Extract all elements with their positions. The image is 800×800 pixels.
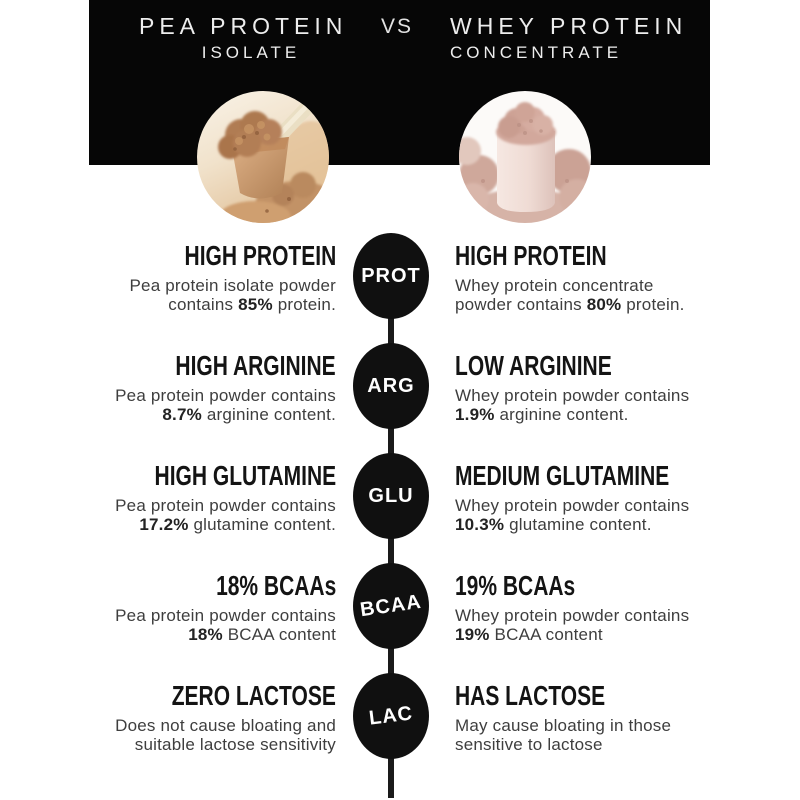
prot-right-description: Whey protein concentrate powder contains 80% protein. <box>455 276 685 314</box>
prot-node-label: PROT <box>361 264 421 287</box>
whey-protein-title <box>450 13 687 62</box>
arg-left-cell <box>0 343 336 453</box>
comparison-row-prot <box>0 233 800 343</box>
whey-protein-title-line2: CONCENTRATE <box>450 43 623 62</box>
bcaa-right-description: Whey protein powder contains 19% BCAA content <box>455 606 690 644</box>
arg-right-cell <box>446 343 800 453</box>
pea-protein-title <box>139 13 348 62</box>
bcaa-node-label: BCAA <box>358 590 424 621</box>
bcaa-left-description: Pea protein powder contains 18% BCAA content <box>115 606 336 644</box>
prot-left-heading: HIGH PROTEIN <box>184 240 336 271</box>
whey-protein-title-line1: WHEY PROTEIN <box>450 13 688 39</box>
lac-right-description: May cause bloating in those sensitive to lactose <box>455 716 672 754</box>
bcaa-left-cell <box>0 563 336 673</box>
whey-protein-photo-art <box>459 91 591 223</box>
glu-left-description: Pea protein powder contains 17.2% glutamine content. <box>115 496 336 534</box>
arg-node-label: ARG <box>367 374 415 397</box>
lac-left-description: Does not cause bloating and suitable lactose sensitivity <box>115 716 336 754</box>
comparison-row-arg <box>0 343 800 453</box>
glu-left-cell <box>0 453 336 563</box>
header-band <box>89 0 710 165</box>
glu-left-heading: HIGH GLUTAMINE <box>154 460 336 491</box>
pea-protein-title-line1: PEA PROTEIN <box>139 13 348 39</box>
lac-left-heading: ZERO LACTOSE <box>171 680 336 711</box>
lac-right-heading: HAS LACTOSE <box>455 680 606 711</box>
comparison-rows <box>0 233 800 783</box>
prot-left-description: Pea protein isolate powder contains 85% protein. <box>129 276 336 314</box>
pea-protein-title-line2: ISOLATE <box>201 43 301 62</box>
bcaa-right-cell <box>446 563 800 673</box>
lac-right-cell <box>446 673 800 783</box>
comparison-row-lac <box>0 673 800 783</box>
glu-right-description: Whey protein powder contains 10.3% glutamine content. <box>455 496 690 534</box>
bcaa-right-heading: 19% BCAAs <box>455 570 576 601</box>
lac-node <box>353 673 429 759</box>
lac-left-cell <box>0 673 336 783</box>
pea-protein-photo-art <box>197 91 329 223</box>
glu-node <box>353 453 429 539</box>
arg-left-heading: HIGH ARGININE <box>175 350 336 381</box>
pea-protein-photo <box>197 91 329 223</box>
glu-right-cell <box>446 453 800 563</box>
prot-right-cell <box>446 233 800 343</box>
arg-node <box>353 343 429 429</box>
comparison-row-bcaa <box>0 563 800 673</box>
bcaa-left-heading: 18% BCAAs <box>215 570 336 601</box>
lac-node-label: LAC <box>367 701 415 730</box>
whey-protein-photo <box>459 91 591 223</box>
arg-right-heading: LOW ARGININE <box>455 350 612 381</box>
vs-label: VS <box>380 15 413 38</box>
arg-right-description: Whey protein powder contains 1.9% arginine content. <box>455 386 690 424</box>
glu-node-label: GLU <box>368 484 414 507</box>
prot-right-heading: HIGH PROTEIN <box>455 240 607 271</box>
prot-left-cell <box>0 233 336 343</box>
glu-right-heading: MEDIUM GLUTAMINE <box>455 460 670 491</box>
prot-node <box>353 233 429 319</box>
arg-left-description: Pea protein powder contains 8.7% arginine content. <box>115 386 336 424</box>
comparison-row-glu <box>0 453 800 563</box>
bcaa-node <box>353 563 429 649</box>
